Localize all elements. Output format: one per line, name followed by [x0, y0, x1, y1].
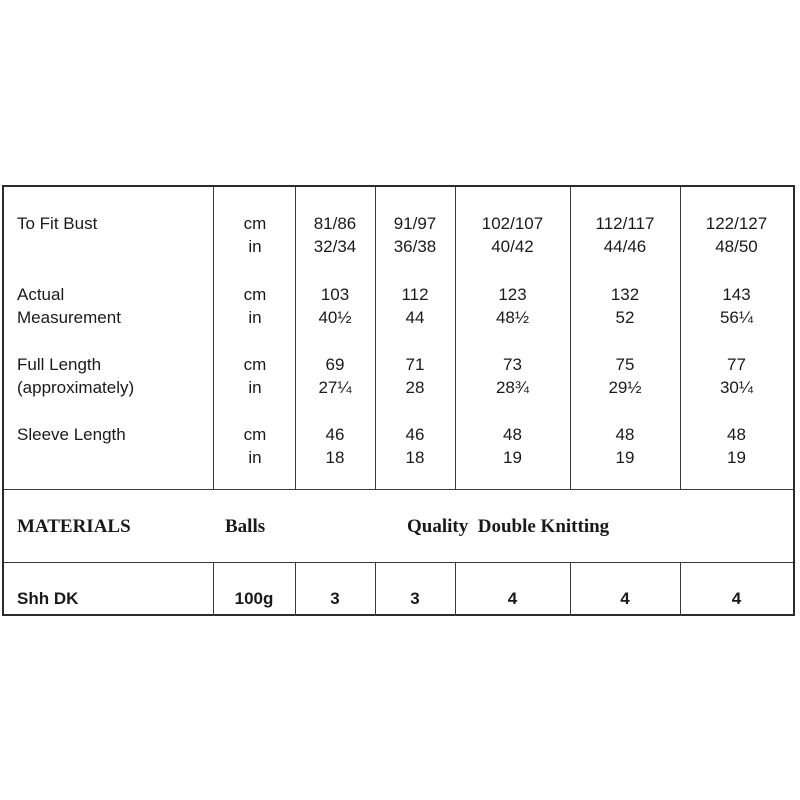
value-cm: 48 — [615, 425, 635, 444]
value-in: 19 — [503, 448, 522, 467]
unit-cm: cm — [243, 285, 267, 304]
unit-cm: cm — [243, 425, 267, 444]
value-in: 28 — [405, 378, 425, 397]
value-in: 18 — [325, 448, 345, 467]
value-cm: 69 — [325, 355, 345, 374]
unit-in: in — [248, 308, 262, 327]
value-cm: 48 — [503, 425, 522, 444]
value-cm: 46 — [405, 425, 425, 444]
yarn-balls: 4 — [620, 589, 630, 608]
size-cm: 102/107 — [481, 214, 544, 233]
value-in: 48½ — [495, 308, 530, 327]
value-in: 19 — [615, 448, 635, 467]
size-cm: 112/117 — [595, 214, 655, 233]
yarn-balls: 3 — [330, 589, 340, 608]
value-in: 40½ — [318, 308, 352, 327]
value-cm: 132 — [610, 285, 640, 304]
value-cm: 46 — [325, 425, 345, 444]
value-in: 52 — [615, 308, 635, 327]
row-divider — [4, 562, 793, 563]
value-in: 56¼ — [719, 308, 754, 327]
yarn-weight: 100g — [234, 589, 274, 608]
materials-heading: MATERIALS — [17, 516, 131, 537]
size-in: 36/38 — [393, 237, 437, 256]
value-cm: 71 — [405, 355, 425, 374]
unit-in: in — [248, 448, 262, 467]
value-in: 30¼ — [719, 378, 754, 397]
row-label-line2: (approximately) — [17, 378, 135, 397]
row-divider — [4, 489, 793, 490]
value-cm: 123 — [498, 285, 527, 304]
col-divider — [213, 187, 214, 489]
size-in: 32/34 — [313, 237, 357, 256]
value-in: 44 — [405, 308, 425, 327]
value-cm: 77 — [727, 355, 746, 374]
row-label: Actual — [17, 285, 65, 304]
balls-heading: Balls — [225, 516, 266, 537]
yarn-name: Shh DK — [17, 589, 79, 608]
size-cm: 122/127 — [705, 214, 768, 233]
size-cm: 91/97 — [393, 214, 437, 233]
value-cm: 143 — [722, 285, 751, 304]
value-in: 19 — [727, 448, 746, 467]
quality-heading: Quality Double Knitting — [407, 516, 610, 537]
yarn-balls: 4 — [507, 589, 518, 608]
value-in: 27¼ — [318, 378, 352, 397]
value-cm: 103 — [320, 285, 350, 304]
unit-in: in — [248, 378, 262, 397]
value-cm: 48 — [727, 425, 746, 444]
value-cm: 75 — [615, 355, 635, 374]
row-label-line2: Measurement — [17, 308, 121, 327]
value-in: 18 — [405, 448, 425, 467]
size-cm: 81/86 — [313, 214, 357, 233]
unit-cm: cm — [243, 355, 267, 374]
row-label: To Fit Bust — [17, 214, 98, 233]
size-in: 48/50 — [715, 237, 758, 256]
yarn-balls: 4 — [731, 589, 742, 608]
value-cm: 112 — [401, 285, 429, 304]
value-cm: 73 — [503, 355, 522, 374]
size-in: 40/42 — [491, 237, 534, 256]
yarn-balls: 3 — [410, 589, 420, 608]
value-in: 28¾ — [495, 378, 530, 397]
row-label: Sleeve Length — [17, 425, 126, 444]
row-label: Full Length — [17, 355, 102, 374]
value-in: 29½ — [608, 378, 642, 397]
size-chart-table — [2, 185, 795, 616]
size-in: 44/46 — [603, 237, 647, 256]
unit-cm: cm — [243, 214, 267, 233]
unit-in: in — [248, 237, 262, 256]
